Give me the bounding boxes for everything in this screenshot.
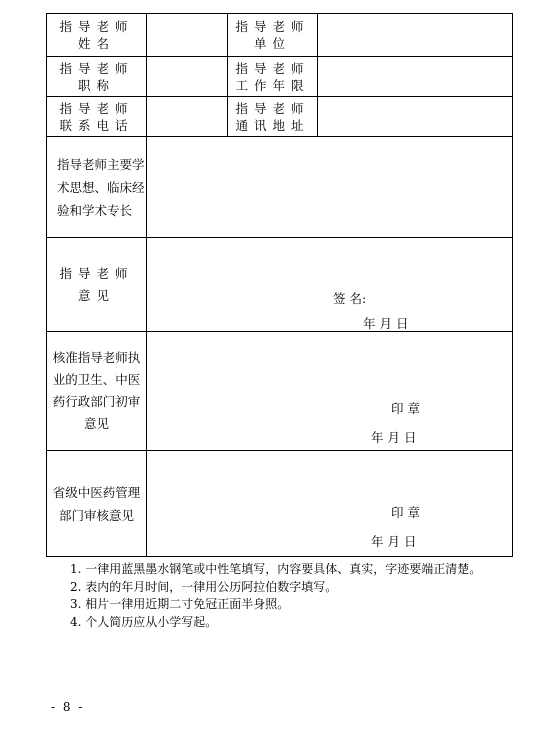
signature-label: 签 名: bbox=[333, 291, 367, 306]
label-advisor-unit-line2: 单位 bbox=[253, 36, 291, 51]
label-advisor-opinion-line2: 意见 bbox=[77, 287, 115, 303]
field-advisor-address[interactable] bbox=[318, 97, 513, 137]
label-advisor-opinion bbox=[47, 238, 147, 332]
label-health-dept-review-line2: 业的卫生、中医 bbox=[52, 372, 141, 387]
label-advisor-title bbox=[47, 57, 147, 97]
label-academic-thoughts bbox=[47, 137, 147, 238]
label-advisor-name bbox=[47, 14, 147, 57]
row-health-dept-review bbox=[47, 332, 513, 451]
field-advisor-name[interactable] bbox=[147, 14, 228, 57]
note-item: 3. 相片一律用近期二寸免冠正面半身照。 bbox=[70, 597, 290, 611]
field-advisor-years[interactable] bbox=[318, 57, 513, 97]
label-provincial-review bbox=[47, 451, 147, 557]
label-academic-thoughts-line1: 指导老师主要学 bbox=[57, 156, 145, 172]
instructions-notes bbox=[70, 561, 481, 631]
label-academic-thoughts-line2: 术思想、临床经 bbox=[57, 179, 145, 195]
field-provincial-review[interactable] bbox=[147, 451, 513, 557]
page-number: - 8 - bbox=[51, 700, 85, 714]
label-advisor-opinion-line1: 指导老师 bbox=[59, 265, 134, 281]
row-academic-thoughts bbox=[47, 137, 513, 238]
label-advisor-address bbox=[228, 97, 318, 137]
label-academic-thoughts-line3: 验和学术专长 bbox=[57, 202, 133, 218]
note-item: 1. 一律用蓝黑墨水钢笔或中性笔填写，内容要具体、真实，字迹要端正清楚。 bbox=[70, 562, 482, 576]
label-advisor-name-line1: 指导老师 bbox=[59, 19, 134, 34]
label-advisor-title-line2: 职称 bbox=[77, 77, 115, 93]
label-advisor-phone bbox=[47, 97, 147, 137]
label-advisor-phone-line2: 联系电话 bbox=[59, 117, 134, 133]
label-advisor-years bbox=[228, 57, 318, 97]
label-advisor-address-line1: 指导老师 bbox=[235, 100, 310, 116]
label-advisor-years-line1: 指导老师 bbox=[235, 60, 310, 76]
label-advisor-title-line1: 指导老师 bbox=[59, 60, 134, 76]
application-form-table bbox=[46, 13, 513, 557]
row-advisor-name bbox=[47, 14, 513, 57]
field-academic-thoughts[interactable] bbox=[147, 137, 513, 238]
row-advisor-opinion bbox=[47, 238, 513, 332]
seal-label: 印 章 bbox=[391, 505, 420, 520]
label-advisor-unit-line1: 指导老师 bbox=[235, 19, 310, 34]
note-item: 4. 个人简历应从小学写起。 bbox=[70, 614, 218, 629]
row-advisor-title bbox=[47, 57, 513, 97]
label-provincial-review-line1: 省级中医药管理 bbox=[52, 484, 141, 500]
label-advisor-address-line2: 通讯地址 bbox=[235, 117, 310, 133]
label-health-dept-review-line4: 意见 bbox=[83, 416, 109, 431]
row-provincial-review bbox=[47, 451, 513, 557]
label-health-dept-review bbox=[47, 332, 147, 451]
field-health-dept-review[interactable] bbox=[147, 332, 513, 451]
row-advisor-contact bbox=[47, 97, 513, 137]
date-label: 年 月 日 bbox=[363, 316, 409, 331]
field-advisor-unit[interactable] bbox=[318, 14, 513, 57]
label-advisor-unit bbox=[228, 14, 318, 57]
field-advisor-phone[interactable] bbox=[147, 97, 228, 137]
field-advisor-title[interactable] bbox=[147, 57, 228, 97]
label-advisor-phone-line1: 指导老师 bbox=[59, 100, 134, 116]
label-health-dept-review-line1: 核准指导老师执 bbox=[52, 350, 141, 365]
seal-label: 印 章 bbox=[391, 401, 420, 416]
label-advisor-years-line2: 工作年限 bbox=[235, 77, 310, 93]
date-label: 年 月 日 bbox=[371, 534, 417, 549]
field-advisor-opinion[interactable] bbox=[147, 238, 513, 332]
note-item: 2. 表内的年月时间，一律用公历阿拉伯数字填写。 bbox=[70, 579, 338, 594]
label-provincial-review-line2: 部门审核意见 bbox=[58, 507, 134, 523]
label-health-dept-review-line3: 药行政部门初审 bbox=[52, 394, 141, 409]
label-advisor-name-line2: 姓名 bbox=[77, 36, 115, 51]
date-label: 年 月 日 bbox=[371, 430, 417, 445]
